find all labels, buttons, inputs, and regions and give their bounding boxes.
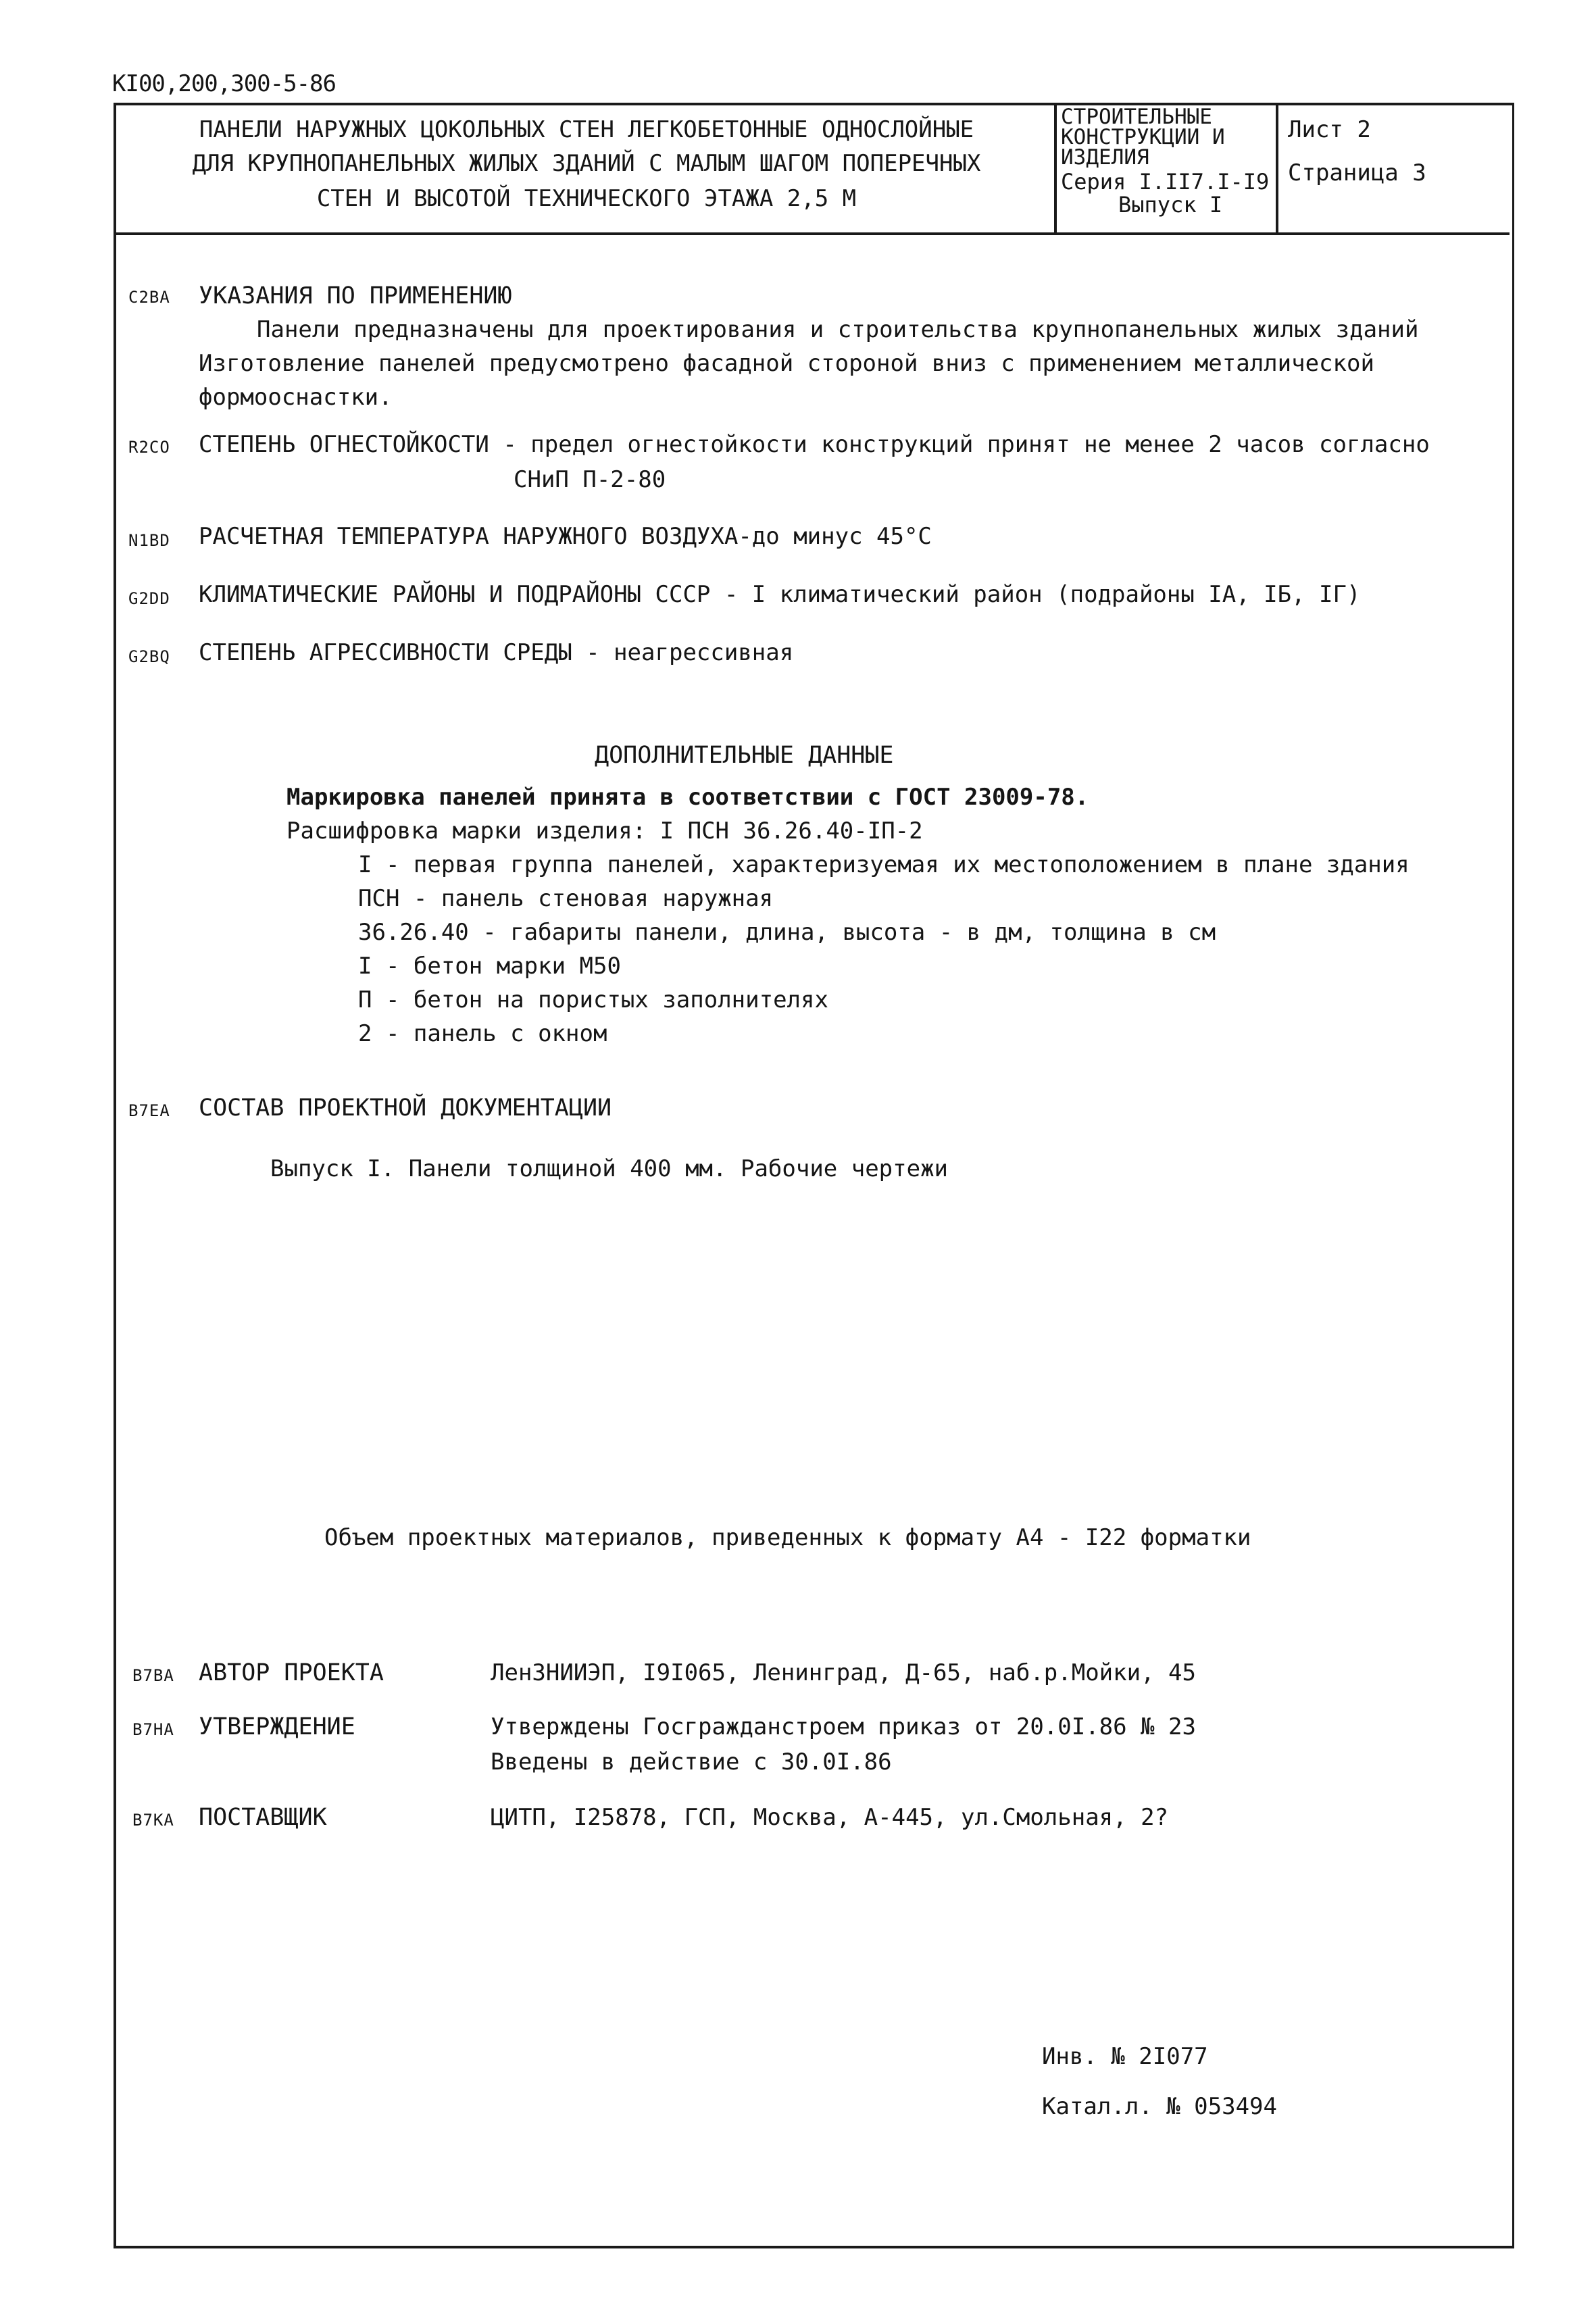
section-title-composition: СОСТАВ ПРОЕКТНОЙ ДОКУМЕНТАЦИИ xyxy=(199,1095,612,1122)
temperature-text: РАСЧЕТНАЯ ТЕМПЕРАТУРА НАРУЖНОГО ВОЗДУХА-до минус 45°С xyxy=(199,523,932,550)
document-code: КI00,200,300-5-86 xyxy=(112,70,336,97)
section-code: B7KA xyxy=(132,1811,174,1830)
application-line: Панели предназначены для проектирования и строительства крупнопанельных жилых зданий xyxy=(257,316,1419,343)
fire-resistance-text: СТЕПЕНЬ ОГНЕСТОЙКОСТИ - предел огнестойкости конструкций принят не менее 2 часов согласно xyxy=(199,431,1430,458)
catalog-number: Катал.л. № 053494 xyxy=(1042,2093,1277,2120)
title-block-divider xyxy=(1054,103,1057,235)
series-label: КОНСТРУКЦИИ И xyxy=(1061,125,1225,149)
marking-item: I - первая группа панелей, характеризуемая их местоположением в плане здания xyxy=(358,851,1410,878)
section-code: B7EA xyxy=(128,1101,170,1120)
section-code: G2DD xyxy=(128,589,170,608)
composition-text: Выпуск I. Панели толщиной 400 мм. Рабочие чертежи xyxy=(270,1155,949,1182)
supplier-text: ЦИТП, I25878, ГСП, Москва, А-445, ул.Смольная, 2? xyxy=(491,1804,1169,1831)
additional-line: Расшифровка марки изделия: I ПСН 36.26.40-IП-2 xyxy=(286,818,923,845)
issue-number: Выпуск I xyxy=(1118,192,1223,218)
section-code: B7BA xyxy=(132,1666,174,1685)
series-label: ИЗДЕЛИЯ xyxy=(1061,145,1149,170)
approval-date: Введены в действие с 30.0I.86 xyxy=(491,1749,892,1776)
section-code: G2BQ xyxy=(128,647,170,666)
author-text: ЛенЗНИИЭП, I9I065, Ленинград, Д-65, наб.р.Мойки, 45 xyxy=(491,1659,1196,1686)
section-title-additional: ДОПОЛНИТЕЛЬНЫЕ ДАННЫЕ xyxy=(595,742,894,769)
application-line: формоoснастки. xyxy=(199,384,393,411)
section-code: C2BA xyxy=(128,288,170,307)
section-title-author: АВТОР ПРОЕКТА xyxy=(199,1659,384,1686)
section-code: N1BD xyxy=(128,531,170,550)
sheet-number: Лист 2 xyxy=(1288,116,1371,143)
section-code: R2CO xyxy=(128,438,170,457)
inventory-number: Инв. № 2I077 xyxy=(1042,2043,1208,2070)
title-block-divider xyxy=(1276,103,1278,235)
page-number: Страница 3 xyxy=(1288,159,1426,186)
climate-text: КЛИМАТИЧЕСКИЕ РАЙОНЫ И ПОДРАЙОНЫ СССР - I климатический район (подрайоны IА, IБ, IГ) xyxy=(199,581,1361,608)
volume-text: Объем проектных материалов, приведенных к формату А4 - I22 форматки xyxy=(324,1524,1251,1551)
marking-item: ПСН - панель стеновая наружная xyxy=(358,885,774,912)
section-title-approval: УТВЕРЖДЕНИЕ xyxy=(199,1713,355,1740)
fire-resistance-norm: СНиП П-2-80 xyxy=(514,466,666,493)
approval-text: Утверждены Госгражданстроем приказ от 20.0I.86 № 23 xyxy=(491,1713,1196,1740)
marking-item: I - бетон марки М50 xyxy=(358,953,621,980)
section-title-application: УКАЗАНИЯ ПО ПРИМЕНЕНИЮ xyxy=(199,282,512,309)
document-title-line: ДЛЯ КРУПНОПАНЕЛЬНЫХ ЖИЛЫХ ЗДАНИЙ С МАЛЫМ ШАГОМ ПОПЕРЕЧНЫХ xyxy=(192,150,981,177)
additional-line: Маркировка панелей принята в соответствии с ГОСТ 23009-78. xyxy=(286,784,1089,811)
series-number: Серия I.II7.I-I9 xyxy=(1061,169,1270,195)
document-title-line: СТЕН И ВЫСОТОЙ ТЕХНИЧЕСКОГО ЭТАЖА 2,5 М xyxy=(316,185,857,212)
series-label: СТРОИТЕЛЬНЫЕ xyxy=(1061,105,1212,129)
document-title-line: ПАНЕЛИ НАРУЖНЫХ ЦОКОЛЬНЫХ СТЕН ЛЕГКОБЕТОННЫЕ ОДНОСЛОЙНЫЕ xyxy=(199,116,974,143)
application-line: Изготовление панелей предусмотрено фасадной стороной вниз с применением металлической xyxy=(199,350,1374,377)
marking-item: 36.26.40 - габариты панели, длина, высота - в дм, толщина в см xyxy=(358,919,1216,946)
marking-item: П - бетон на пористых заполнителях xyxy=(358,986,828,1013)
aggressiveness-text: СТЕПЕНЬ АГРЕССИВНОСТИ СРЕДЫ - неагрессивная xyxy=(199,639,794,666)
marking-item: 2 - панель с окном xyxy=(358,1020,607,1047)
section-title-supplier: ПОСТАВЩИК xyxy=(199,1804,327,1831)
section-code: B7HA xyxy=(132,1720,174,1739)
